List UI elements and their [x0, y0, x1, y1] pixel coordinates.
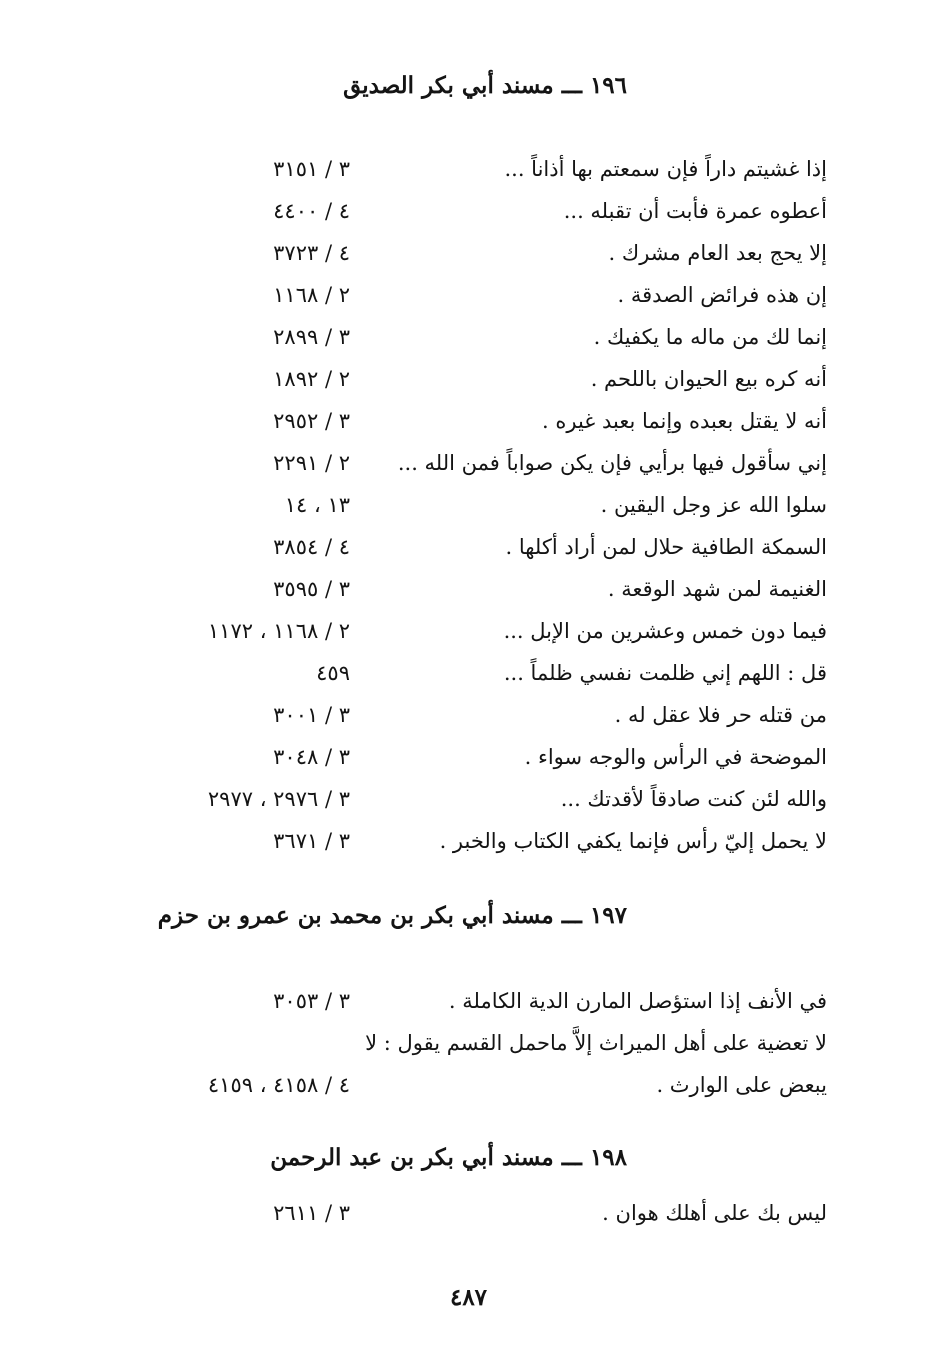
hadith-reference: ٣ / ٢٩٧٦ ، ٢٩٧٧: [207, 787, 350, 811]
section-heading-197: ١٩٧ ـــ مسند أبي بكر بن محمد بن عمرو بن حزم: [157, 902, 627, 929]
hadith-reference: ٤ / ٤١٥٨ ، ٤١٥٩: [207, 1073, 350, 1097]
hadith-reference: ٣ / ٣٦٧١: [273, 829, 350, 853]
hadith-text: يبعض على الوارث .: [656, 1073, 827, 1097]
index-entry: [0, 442, 937, 484]
hadith-text: الموضحة في الرأس والوجه سواء .: [524, 745, 827, 769]
index-entry: [0, 358, 937, 400]
index-entry: [0, 400, 937, 442]
section-heading-196: ١٩٦ ـــ مسند أبي بكر الصديق: [343, 72, 627, 99]
hadith-reference: ٢ / ١١٦٨ ، ١١٧٢: [207, 619, 350, 643]
hadith-text: أنه لا يقتل بعبده وإنما بعبد غيره .: [542, 409, 827, 433]
hadith-reference: ٣ / ٣٠٥٣: [273, 989, 350, 1013]
hadith-text: في الأنف إذا استؤصل المارن الدية الكاملة .: [448, 989, 827, 1013]
index-entry: [0, 1022, 937, 1064]
hadith-reference: ٣ / ٣٠٠١: [273, 703, 350, 727]
hadith-text: إن هذه فرائض الصدقة .: [617, 283, 827, 307]
hadith-text: السمكة الطافية حلال لمن أراد أكلها .: [505, 535, 827, 559]
index-entry: [0, 568, 937, 610]
index-entry: [0, 484, 937, 526]
hadith-text: قل : اللهم إني ظلمت نفسي ظلماً ...: [503, 661, 827, 685]
hadith-text: إلا يحج بعد العام مشرك .: [608, 241, 827, 265]
hadith-reference: ٣ / ٣١٥١: [273, 157, 350, 181]
hadith-reference: ٢ / ١١٦٨: [273, 283, 350, 307]
hadith-reference: ٤٥٩: [316, 661, 350, 685]
index-entry: [0, 820, 937, 862]
index-entry: [0, 232, 937, 274]
hadith-text: لا تعضية على أهل الميراث إلاَّ ماحمل القسم يقول : لا: [365, 1031, 827, 1055]
hadith-reference: ٣ / ٣٠٤٨: [273, 745, 350, 769]
index-entry: [0, 778, 937, 820]
hadith-reference: ٤ / ٣٨٥٤: [273, 535, 350, 559]
hadith-text: إنما لك من ماله ما يكفيك .: [593, 325, 827, 349]
index-entry: [0, 316, 937, 358]
index-entry: [0, 526, 937, 568]
page-number: ٤٨٧: [449, 1284, 488, 1311]
hadith-text: أعطوه عمرة فأبت أن تقبله ...: [563, 199, 827, 223]
index-entry: [0, 652, 937, 694]
hadith-text: والله لئن كنت صادقاً لأقدتك ...: [560, 787, 827, 811]
hadith-reference: ٣ / ٢٨٩٩: [273, 325, 350, 349]
hadith-reference: ٢ / ٢٢٩١: [273, 451, 350, 475]
index-entry: [0, 694, 937, 736]
index-entry: [0, 980, 937, 1022]
hadith-reference: ١٣ ، ١٤: [284, 493, 350, 517]
hadith-reference: ٣ / ٣٥٩٥: [273, 577, 350, 601]
hadith-text: لا يحمل إليّ رأس فإنما يكفي الكتاب والخبر .: [439, 829, 827, 853]
hadith-reference: ٤ / ٤٤٠٠: [273, 199, 350, 223]
hadith-text: إذا غشيتم داراً فإن سمعتم بها أذاناً ...: [504, 157, 827, 181]
hadith-reference: ٣ / ٢٦١١: [273, 1201, 350, 1225]
hadith-text: الغنيمة لمن شهد الوقعة .: [607, 577, 827, 601]
hadith-reference: ٣ / ٢٩٥٢: [273, 409, 350, 433]
index-entry: [0, 274, 937, 316]
index-entry: [0, 736, 937, 778]
index-entry: [0, 1064, 937, 1106]
index-entry: [0, 190, 937, 232]
index-entry: [0, 610, 937, 652]
hadith-reference: ٤ / ٣٧٢٣: [273, 241, 350, 265]
hadith-text: ليس بك على أهلك هوان .: [602, 1201, 827, 1225]
index-entry: [0, 1192, 937, 1234]
hadith-text: إني سأقول فيها برأيي فإن يكن صواباً فمن الله ...: [397, 451, 827, 475]
hadith-text: سلوا الله عز وجل اليقين .: [600, 493, 827, 517]
section-heading-198: ١٩٨ ـــ مسند أبي بكر بن عبد الرحمن: [270, 1144, 627, 1171]
index-entry: [0, 148, 937, 190]
hadith-text: أنه كره بيع الحيوان باللحم .: [590, 367, 827, 391]
hadith-text: من قتله حر فلا عقل له .: [614, 703, 827, 727]
hadith-reference: ٢ / ١٨٩٢: [273, 367, 350, 391]
hadith-text: فيما دون خمس وعشرين من الإبل ...: [503, 619, 827, 643]
